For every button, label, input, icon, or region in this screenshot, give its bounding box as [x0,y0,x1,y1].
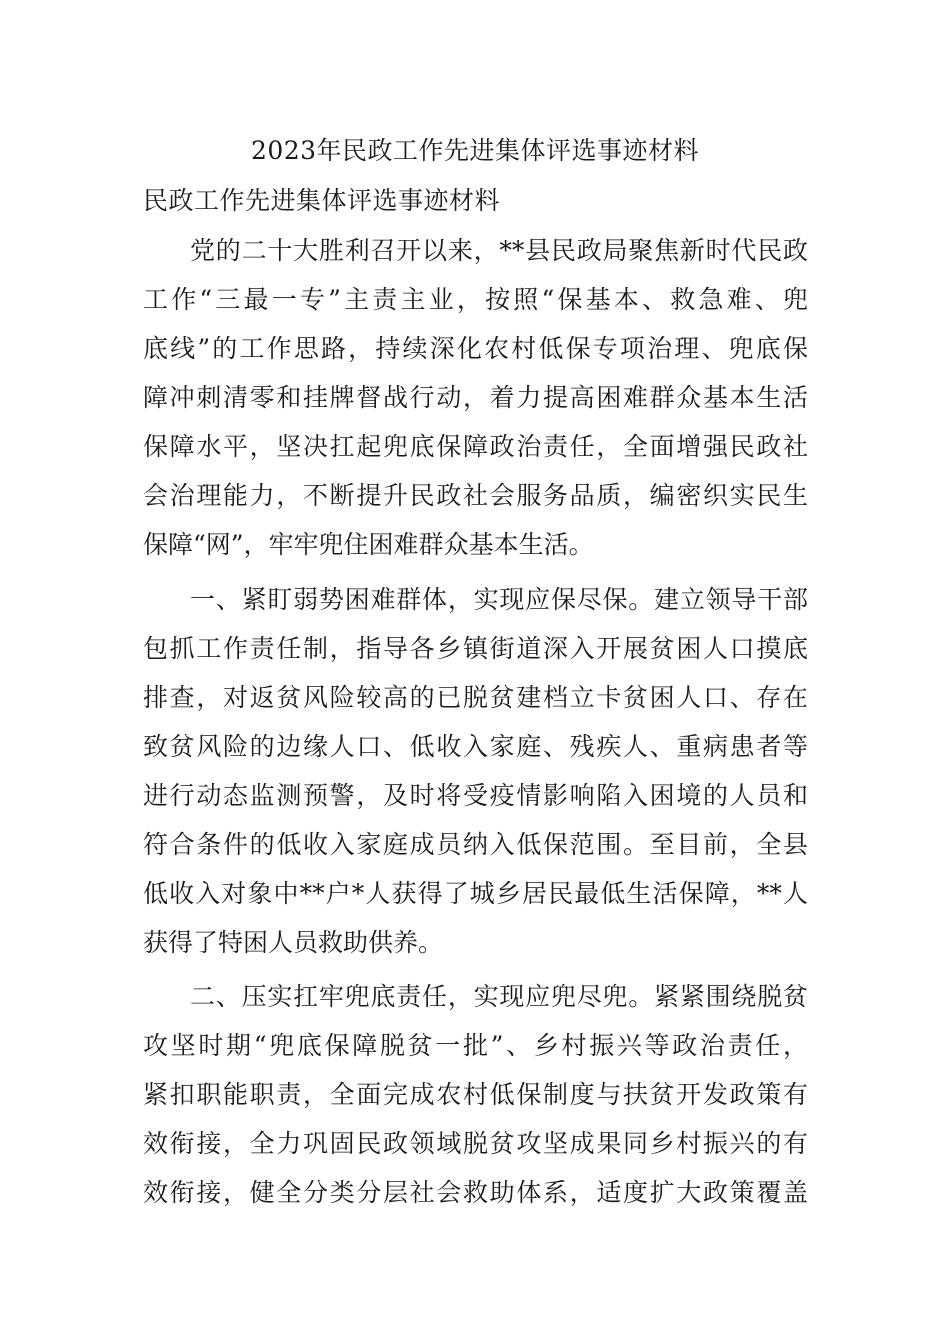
paragraph-line: 底线”的工作思路，持续深化农村低保专项治理、兜底保 [143,334,808,363]
paragraph-line: 工作“三最一专”主责主业，按照“保基本、救急难、兜 [143,285,808,314]
paragraph-line: 保障“网”，牢牢兜住困难群众基本生活。 [143,530,594,559]
paragraph-line: 低收入对象中**户*人获得了城乡居民最低生活保障，**人 [143,879,808,908]
paragraph-line: 会治理能力，不断提升民政社会服务品质，编密织实民生 [143,481,808,510]
paragraph-line: 效衔接，健全分类分层社会救助体系，适度扩大政策覆盖 [143,1178,808,1207]
paragraph-line: 紧扣职能职责，全面完成农村低保制度与扶贫开发政策有 [143,1080,808,1109]
paragraph-line: 符合条件的低收入家庭成员纳入低保范围。至目前，全县 [143,830,808,859]
paragraph-line: 包抓工作责任制，指导各乡镇街道深入开展贫困人口摸底 [143,634,808,663]
paragraph-line: 进行动态监测预警，及时将受疫情影响陷入困境的人员和 [143,781,808,810]
paragraph-line: 致贫风险的边缘人口、低收入家庭、残疾人、重病患者等 [143,732,808,761]
paragraph-line: 保障水平，坚决扛起兜底保障政治责任，全面增强民政社 [143,432,808,461]
paragraph-line: 效衔接，全力巩固民政领域脱贫攻坚成果同乡村振兴的有 [143,1129,808,1158]
paragraph-line: 攻坚时期“兜底保障脱贫一批”、乡村振兴等政治责任， [143,1031,808,1060]
document-subtitle: 民政工作先进集体评选事迹材料 [143,186,501,215]
paragraph-line: 障冲刺清零和挂牌督战行动，着力提高困难群众基本生活 [143,383,808,412]
document-title: 2023年民政工作先进集体评选事迹材料 [250,136,700,165]
paragraph-line: 二、压实扛牢兜底责任，实现应兜尽兜。紧紧围绕脱贫 [190,982,808,1011]
paragraph-line: 一、紧盯弱势困难群体，实现应保尽保。建立领导干部 [190,585,808,614]
paragraph-line: 排查，对返贫风险较高的已脱贫建档立卡贫困人口、存在 [143,683,808,712]
paragraph-line: 党的二十大胜利召开以来，**县民政局聚焦新时代民政 [190,236,808,265]
paragraph-line: 获得了特困人员救助供养。 [143,928,444,957]
